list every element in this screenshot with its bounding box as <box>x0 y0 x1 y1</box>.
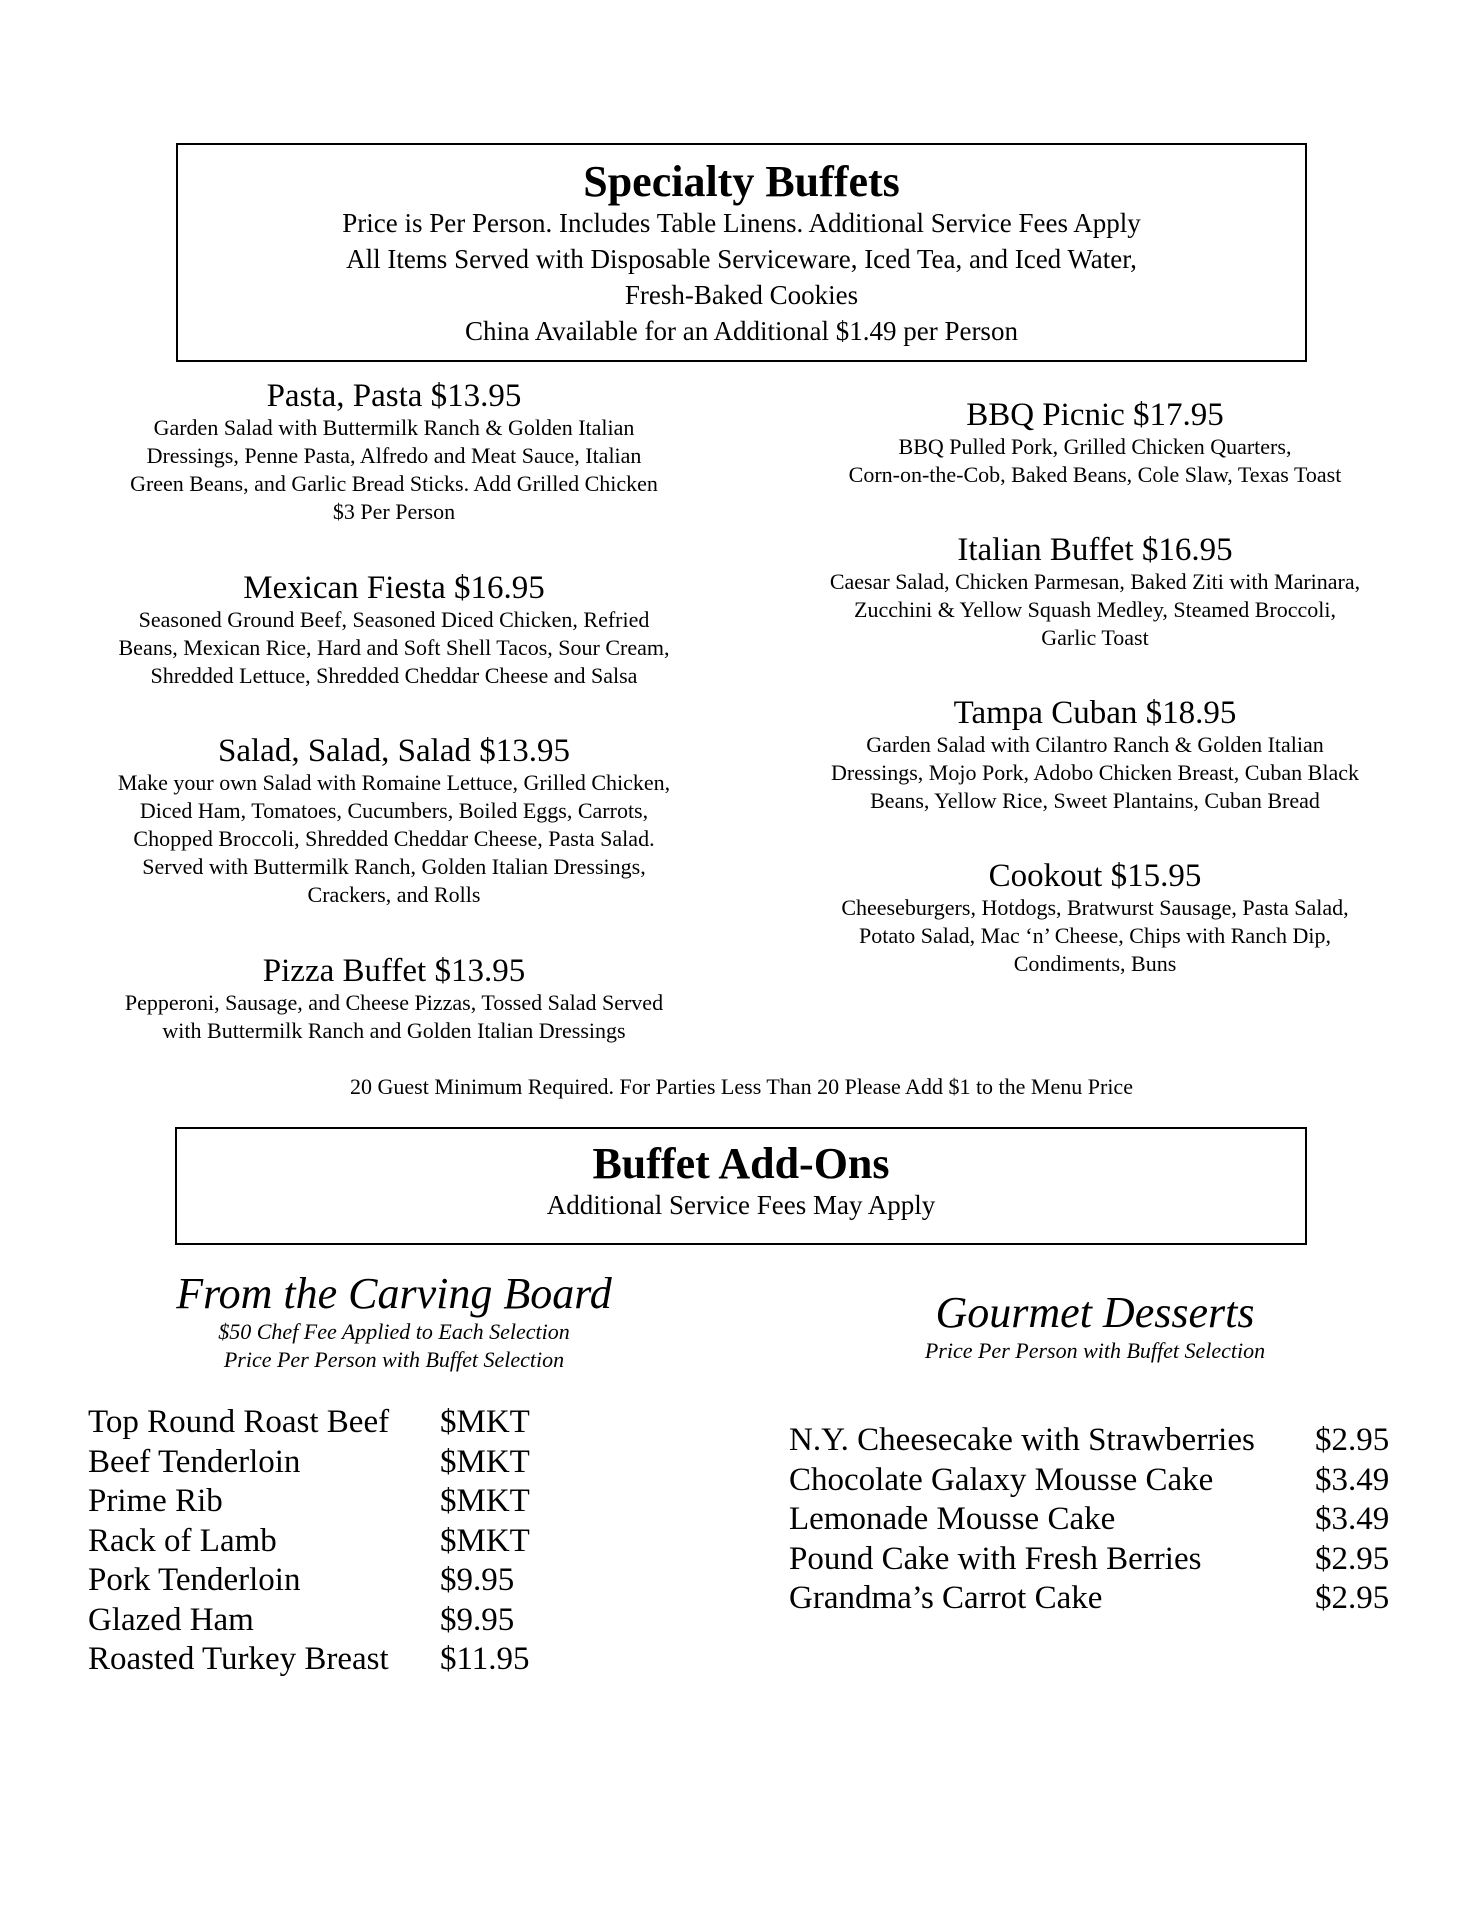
list-item <box>789 1540 1409 1580</box>
buffet-title: Salad, Salad, Salad $13.95 <box>218 733 570 769</box>
buffet-desc-line: Condiments, Buns <box>1013 951 1177 976</box>
buffet-cookout <box>780 858 1410 978</box>
item-name: Chocolate Galaxy Mousse Cake <box>789 1461 1214 1498</box>
gourmet-desserts-subtitle: Price Per Person with Buffet Selection <box>924 1338 1266 1363</box>
item-name: Rack of Lamb <box>88 1522 277 1559</box>
buffet-addons-box <box>175 1127 1307 1245</box>
buffet-addons-title: Buffet Add-Ons <box>592 1139 890 1188</box>
item-name: Roasted Turkey Breast <box>88 1641 389 1677</box>
buffet-desc-line: Served with Buttermilk Ranch, Golden Italian Dressings, <box>142 854 646 879</box>
item-price: $2.95 <box>1315 1422 1390 1458</box>
carving-board-header <box>84 1270 704 1374</box>
buffet-tampa-cuban <box>780 695 1410 815</box>
buffet-title: Tampa Cuban $18.95 <box>953 695 1237 731</box>
buffet-title: Pasta, Pasta $13.95 <box>266 378 522 414</box>
item-name: Pork Tenderloin <box>88 1562 301 1598</box>
item-price: $2.95 <box>1315 1540 1390 1577</box>
buffet-title: Mexican Fiesta $16.95 <box>243 570 545 606</box>
gourmet-desserts-header <box>780 1289 1410 1365</box>
list-item <box>88 1640 648 1680</box>
list-item <box>88 1601 648 1641</box>
buffet-bbq-picnic <box>780 397 1410 489</box>
item-name: Prime Rib <box>88 1483 223 1519</box>
buffet-desc-line: Beans, Mexican Rice, Hard and Soft Shell Tacos, Sour Cream, <box>118 635 670 660</box>
buffet-desc-line: Potato Salad, Mac ‘n’ Cheese, Chips with Ranch Dip, <box>859 923 1331 948</box>
specialty-line: All Items Served with Disposable Serviceware, Iced Tea, and Iced Water, <box>346 244 1137 274</box>
item-name: Grandma’s Carrot Cake <box>789 1580 1103 1616</box>
list-item <box>789 1579 1409 1619</box>
item-price: $MKT <box>440 1483 530 1519</box>
buffet-title: Pizza Buffet $13.95 <box>262 953 526 989</box>
buffet-desc-line: Garlic Toast <box>1041 625 1149 650</box>
guest-minimum-note: 20 Guest Minimum Required. For Parties Less Than 20 Please Add $1 to the Menu Price <box>350 1074 1133 1099</box>
item-price: $3.49 <box>1315 1461 1390 1498</box>
specialty-buffets-title: Specialty Buffets <box>583 157 900 206</box>
list-item <box>88 1561 648 1601</box>
buffet-desc-line: Green Beans, and Garlic Bread Sticks. Add Grilled Chicken <box>130 471 658 496</box>
specialty-line: Price is Per Person. Includes Table Linens. Additional Service Fees Apply <box>342 208 1141 238</box>
buffet-title: BBQ Picnic $17.95 <box>966 397 1224 433</box>
item-price: $9.95 <box>440 1601 515 1638</box>
list-item <box>88 1403 648 1443</box>
list-item <box>88 1522 648 1562</box>
buffet-desc-line: Beans, Yellow Rice, Sweet Plantains, Cuban Bread <box>870 788 1320 813</box>
buffet-pizza <box>84 953 704 1045</box>
gourmet-desserts-title: Gourmet Desserts <box>935 1288 1255 1337</box>
carving-board-subtitle: Price Per Person with Buffet Selection <box>223 1347 565 1372</box>
item-price: $MKT <box>440 1522 530 1559</box>
buffet-desc-line: Chopped Broccoli, Shredded Cheddar Cheese, Pasta Salad. <box>133 826 655 851</box>
buffet-salad <box>84 733 704 909</box>
buffet-desc-line: Seasoned Ground Beef, Seasoned Diced Chicken, Refried <box>138 607 650 632</box>
buffet-desc-line: Garden Salad with Buttermilk Ranch & Golden Italian <box>153 415 635 440</box>
buffet-pasta <box>84 378 704 526</box>
carving-board-list <box>88 1403 648 1680</box>
buffet-title: Italian Buffet $16.95 <box>957 532 1233 568</box>
item-name: Top Round Roast Beef <box>88 1404 390 1440</box>
item-name: N.Y. Cheesecake with Strawberries <box>789 1422 1255 1458</box>
carving-board-title: From the Carving Board <box>176 1269 612 1318</box>
buffet-desc-line: Dressings, Mojo Pork, Adobo Chicken Breast, Cuban Black <box>831 760 1359 785</box>
buffet-addons-subtitle: Additional Service Fees May Apply <box>546 1190 936 1220</box>
list-item <box>789 1461 1409 1501</box>
list-item <box>88 1443 648 1483</box>
buffet-desc-line: Corn-on-the-Cob, Baked Beans, Cole Slaw, Texas Toast <box>848 462 1342 487</box>
buffet-desc-line: Pepperoni, Sausage, and Cheese Pizzas, Tossed Salad Served <box>124 990 664 1015</box>
buffet-desc-line: Make your own Salad with Romaine Lettuce, Grilled Chicken, <box>117 770 671 795</box>
buffet-mexican-fiesta <box>84 570 704 690</box>
buffet-desc-line: Garden Salad with Cilantro Ranch & Golden Italian <box>866 732 1324 757</box>
list-item <box>789 1500 1409 1540</box>
item-price: $3.49 <box>1315 1501 1390 1537</box>
buffet-desc-line: Zucchini & Yellow Squash Medley, Steamed Broccoli, <box>854 597 1336 622</box>
buffet-desc-line: Shredded Lettuce, Shredded Cheddar Cheese and Salsa <box>150 663 638 688</box>
item-price: $MKT <box>440 1404 530 1440</box>
buffet-italian <box>780 532 1410 652</box>
item-name: Lemonade Mousse Cake <box>789 1501 1116 1537</box>
item-name: Pound Cake with Fresh Berries <box>789 1540 1202 1577</box>
buffet-title: Cookout $15.95 <box>988 858 1202 894</box>
buffet-desc-line: $3 Per Person <box>332 499 456 524</box>
carving-board-subtitle: $50 Chef Fee Applied to Each Selection <box>218 1319 570 1344</box>
buffet-desc-line: BBQ Pulled Pork, Grilled Chicken Quarters, <box>898 434 1292 459</box>
specialty-line: China Available for an Additional $1.49 per Person <box>465 316 1018 346</box>
item-name: Beef Tenderloin <box>88 1443 301 1480</box>
item-price: $MKT <box>440 1443 530 1480</box>
item-price: $9.95 <box>440 1562 515 1598</box>
buffet-desc-line: Diced Ham, Tomatoes, Cucumbers, Boiled Eggs, Carrots, <box>139 798 649 823</box>
item-price: $11.95 <box>440 1641 530 1677</box>
buffet-desc-line: Caesar Salad, Chicken Parmesan, Baked Ziti with Marinara, <box>829 569 1361 594</box>
buffet-desc-line: Cheeseburgers, Hotdogs, Bratwurst Sausage, Pasta Salad, <box>841 895 1349 920</box>
specialty-buffets-box <box>176 143 1307 362</box>
buffet-desc-line: with Buttermilk Ranch and Golden Italian Dressings <box>162 1018 626 1043</box>
list-item <box>88 1482 648 1522</box>
buffet-desc-line: Crackers, and Rolls <box>307 882 481 907</box>
specialty-line: Fresh-Baked Cookies <box>624 280 859 310</box>
buffet-desc-line: Dressings, Penne Pasta, Alfredo and Meat Sauce, Italian <box>146 443 642 468</box>
list-item <box>789 1421 1409 1461</box>
item-name: Glazed Ham <box>88 1601 254 1638</box>
item-price: $2.95 <box>1315 1580 1390 1616</box>
gourmet-desserts-list <box>789 1421 1409 1619</box>
